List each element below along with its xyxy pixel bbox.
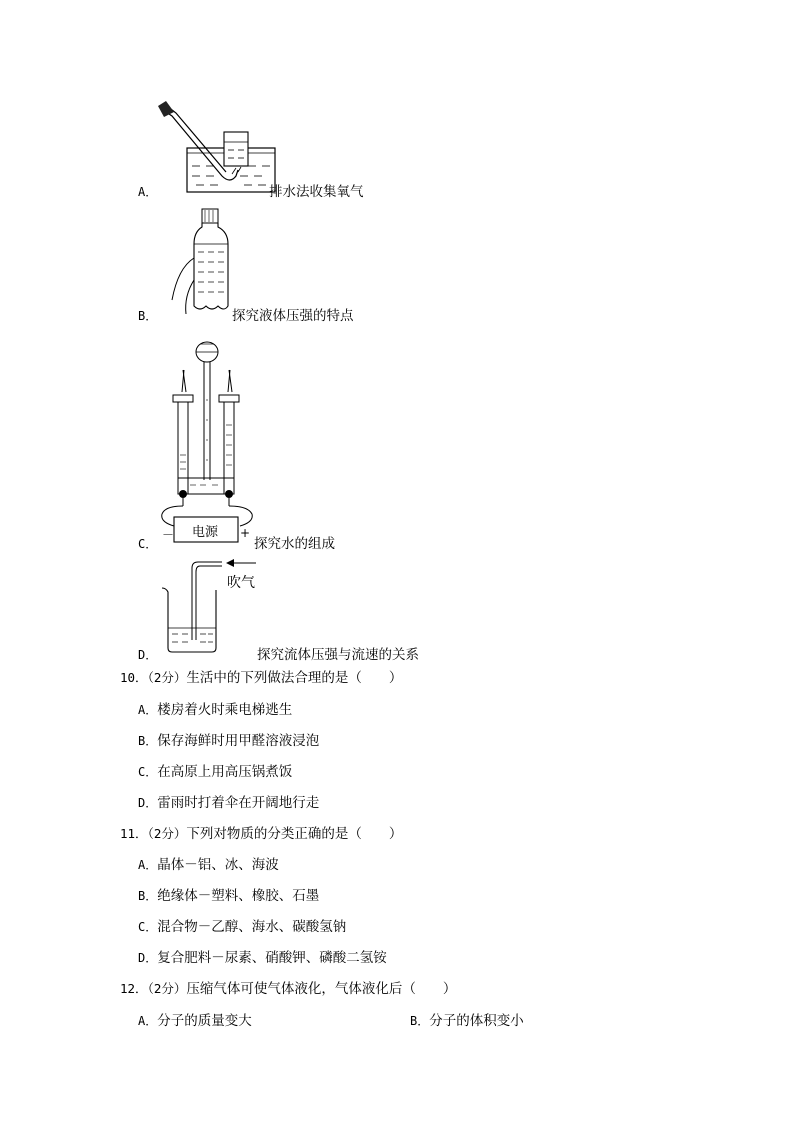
question-12-stem-line	[120, 977, 456, 997]
figure-b-caption: 探究液体压强的特点	[232, 308, 354, 324]
option-text: 分子的质量变大	[157, 1013, 252, 1029]
question-score: （2分）	[147, 826, 187, 841]
option-letter: D．	[138, 951, 158, 965]
question-12-option-b[interactable]	[410, 1009, 524, 1029]
question-score: （2分）	[147, 670, 187, 685]
figure-a-caption: 排水法收集氧气	[269, 184, 364, 200]
question-10-option-a[interactable]	[138, 698, 292, 718]
option-text: 分子的体积变小	[429, 1013, 524, 1029]
option-letter: A．	[138, 1014, 158, 1028]
option-letter: A．	[138, 858, 158, 872]
negative-terminal-label: －	[162, 528, 175, 542]
question-stem: 生活中的下列做法合理的是（ ）	[186, 670, 403, 686]
option-text: 楼房着火时乘电梯逃生	[157, 702, 293, 718]
question-12-option-a[interactable]	[138, 1009, 252, 1029]
option-letter: B．	[138, 734, 158, 748]
question-10-option-d[interactable]	[138, 791, 319, 811]
question-11-option-d[interactable]	[138, 946, 387, 966]
option-text: 混合物－乙醇、海水、碳酸氢钠	[157, 919, 347, 935]
question-number: 11．	[120, 826, 148, 841]
blow-air-label: 吹气	[227, 575, 255, 591]
figure-c-caption: 探究水的组成	[254, 536, 335, 552]
question-stem: 下列对物质的分类正确的是（ ）	[186, 826, 403, 842]
option-text: 复合肥料－尿素、硝酸钾、磷酸二氢铵	[157, 950, 387, 966]
question-stem: 压缩气体可使气体液化，气体液化后（ ）	[186, 981, 457, 997]
option-letter: C．	[138, 765, 158, 779]
question-11-option-b[interactable]	[138, 884, 319, 904]
option-text: 晶体－铝、冰、海波	[157, 857, 279, 873]
option-letter: A．	[138, 703, 158, 717]
figure-c-letter: C．	[138, 537, 158, 551]
option-text: 雷雨时打着伞在开阔地行走	[157, 795, 320, 811]
power-source-label: 电源	[192, 525, 219, 540]
option-letter: B．	[410, 1014, 430, 1028]
option-text: 绝缘体－塑料、橡胶、石墨	[157, 888, 320, 904]
option-letter: C．	[138, 920, 158, 934]
question-number: 10．	[120, 670, 148, 685]
question-11-option-a[interactable]	[138, 853, 279, 873]
question-10-option-c[interactable]	[138, 760, 292, 780]
figure-d-caption: 探究流体压强与流速的关系	[257, 647, 419, 663]
option-letter: B．	[138, 889, 158, 903]
figure-b-letter: B．	[138, 309, 158, 323]
question-number: 12．	[120, 981, 148, 996]
question-11-stem-line	[120, 822, 402, 842]
figure-a-letter: A．	[138, 185, 158, 199]
option-text: 保存海鲜时用甲醛溶液浸泡	[157, 733, 320, 749]
question-11-option-c[interactable]	[138, 915, 346, 935]
option-letter: D．	[138, 796, 158, 810]
positive-terminal-label: +	[240, 526, 251, 540]
question-score: （2分）	[147, 981, 187, 996]
figure-d-letter: D．	[138, 648, 158, 662]
option-text: 在高原上用高压锅煮饭	[157, 764, 293, 780]
question-10-stem-line	[120, 666, 402, 686]
question-10-option-b[interactable]	[138, 729, 319, 749]
